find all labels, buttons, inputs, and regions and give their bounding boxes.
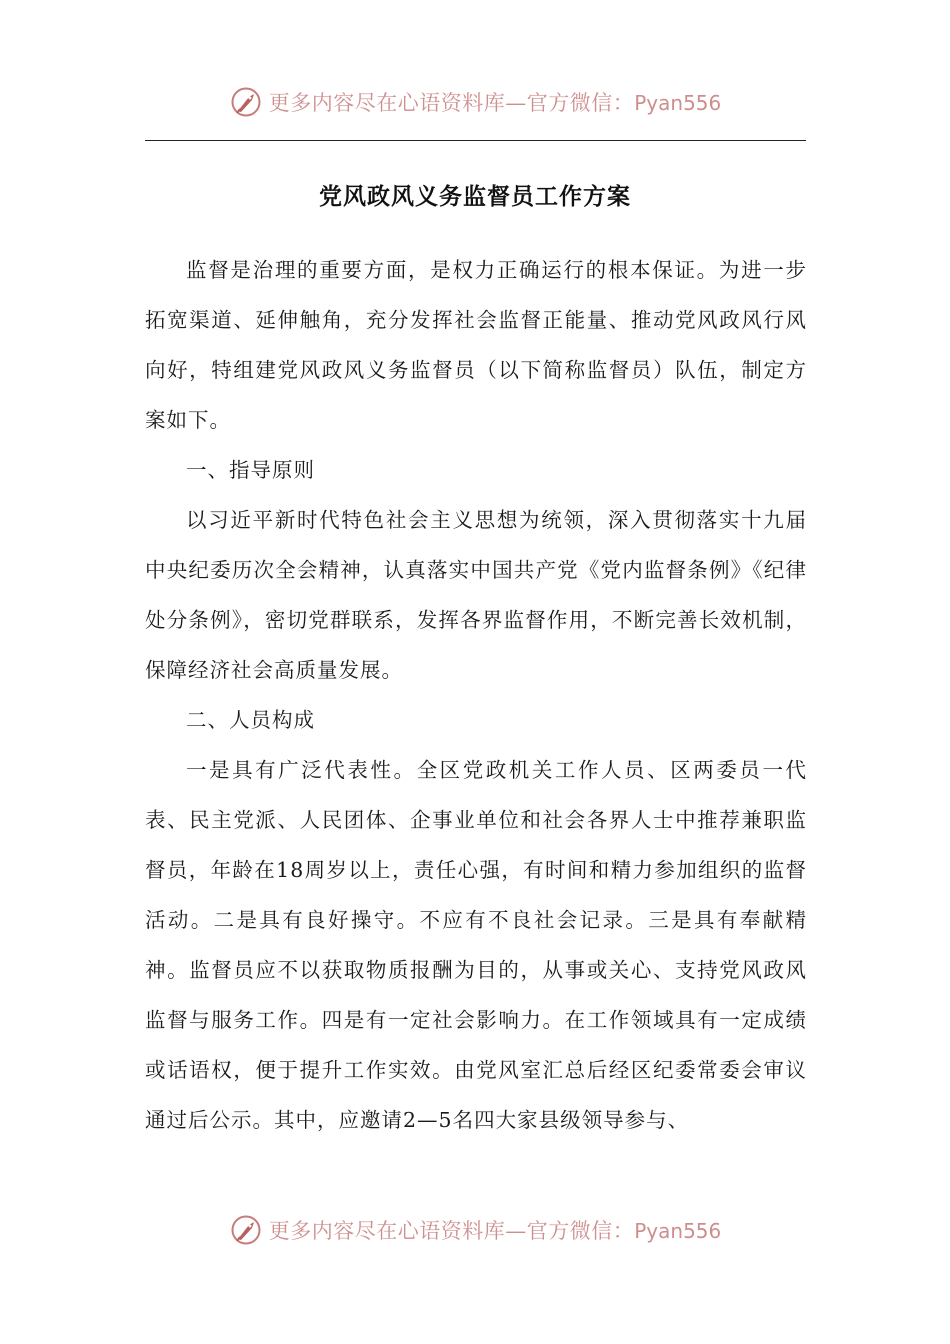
- personnel-paragraph: 一是具有广泛代表性。全区党政机关工作人员、区两委员一代表、民主党派、人民团体、企事业单位和社会各界人士中推荐兼职监督员，年龄在18周岁以上，责任心强，有时间和精力参加组织的监督活动。二是具有良好操守。不应有不良社会记录。三是具有奉献精神。监督员应不以获取物质报酬为目的，从事或关心、支持党风政风监督与服务工作。四是有一定社会影响力。在工作领域具有一定成绩或话语权，便于提升工作实效。由党风室汇总后经区纪委常委会审议通过后公示。其中，应邀请2—5名四大家县级领导参与、: [145, 758, 807, 1132]
- pen-nib-logo-icon: [229, 85, 263, 119]
- wechat-handle: Pyan556: [634, 1219, 722, 1243]
- banner-text: 更多内容尽在心语资料库—官方微信：Pyan556: [268, 1219, 722, 1243]
- document-body: [145, 245, 807, 1145]
- header-banner: [0, 82, 950, 122]
- guiding-principles-paragraph: 以习近平新时代特色社会主义思想为统领，深入贯彻落实十九届中央纪委历次全会精神，认真落实中国共产党《党内监督条例》《纪律处分条例》，密切党群联系，发挥各界监督作用，不断完善长效机制，保障经济社会高质量发展。: [145, 508, 807, 682]
- pen-nib-logo-icon: [229, 1213, 263, 1247]
- section-heading-guiding-principles: 一、指导原则: [186, 458, 315, 482]
- document-title: 党风政风义务监督员工作方案: [319, 184, 631, 210]
- intro-paragraph: 监督是治理的重要方面，是权力正确运行的根本保证。为进一步拓宽渠道、延伸触角，充分发挥社会监督正能量、推动党风政风行风向好，特组建党风政风义务监督员（以下简称监督员）队伍，制定方案如下。: [145, 258, 807, 432]
- section-heading-personnel: 二、人员构成: [186, 708, 315, 732]
- banner-text: 更多内容尽在心语资料库—官方微信：Pyan556: [268, 91, 722, 115]
- wechat-handle: Pyan556: [634, 91, 722, 115]
- footer-banner: [0, 1210, 950, 1250]
- header-rule: [145, 140, 806, 141]
